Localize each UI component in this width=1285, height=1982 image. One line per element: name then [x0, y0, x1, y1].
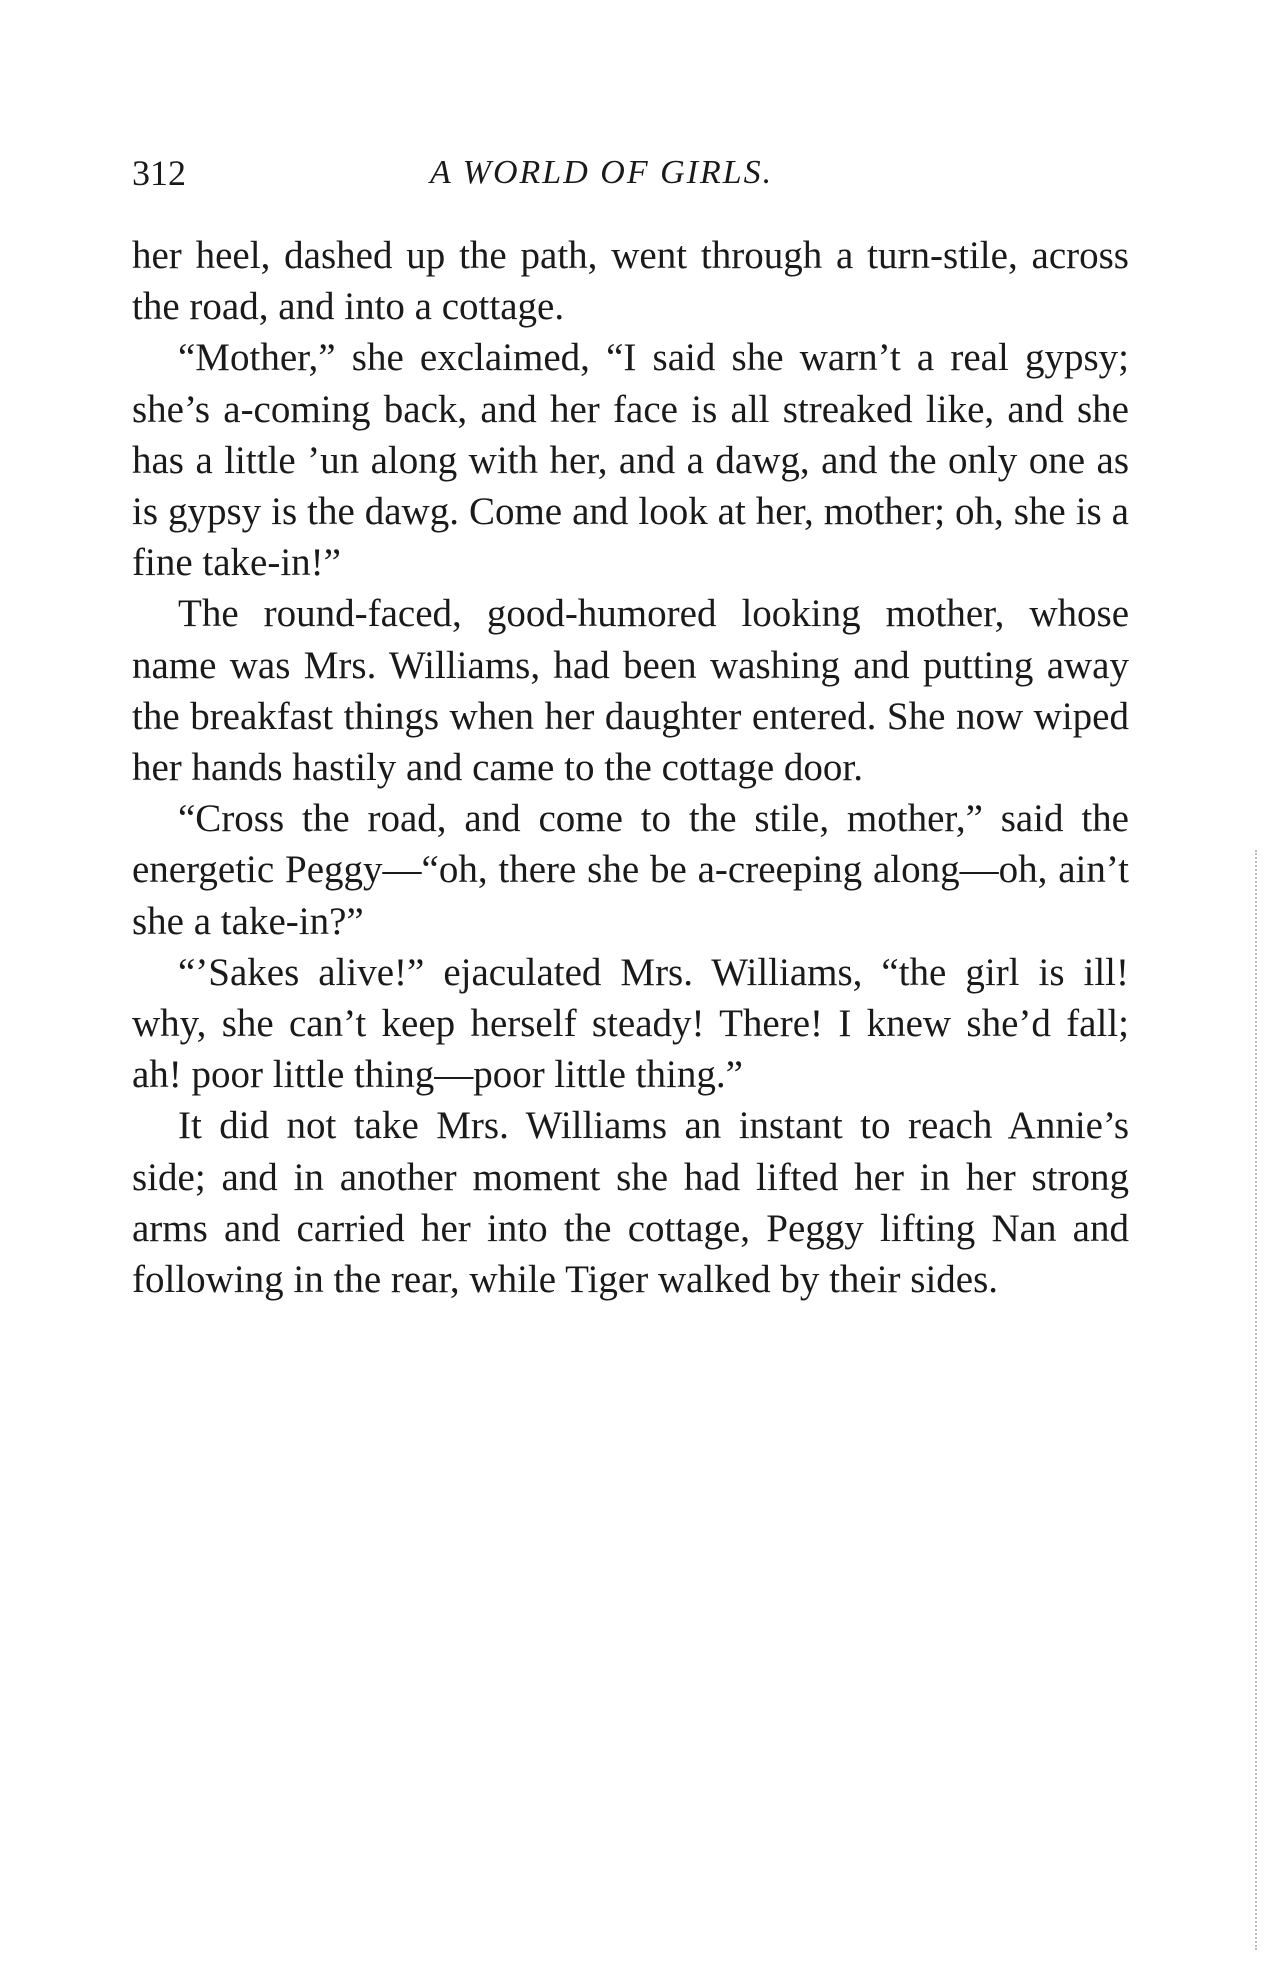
- paragraph-2: “Mother,” she exclaimed, “I said she warn’t a real gypsy; she’s a-coming back, and her face is all streaked like, and she has a little ’un along with her, and a dawg, and the only one as is gypsy is the dawg. Come and look at her, mother; oh, she is a fine take-in!”: [132, 336, 1129, 585]
- scan-edge-marks: [1255, 850, 1269, 1950]
- paragraph-5: “’Sakes alive!” ejaculated Mrs. Williams, “the girl is ill! why, she can’t keep herself steady! There! I knew she’d fall; ah! poor little thing—poor little thing.”: [132, 950, 1129, 1097]
- paragraph-4: “Cross the road, and come to the stile, mother,” said the energetic Peggy—“oh, there she be a-creeping along—oh, ain’t she a take-in?”: [132, 797, 1129, 943]
- body-text: [132, 230, 1129, 1305]
- paragraph-1: her heel, dashed up the path, went through a turn-stile, across the road, and into a cottage.: [132, 234, 1129, 329]
- running-title: A WORLD OF GIRLS.: [430, 154, 774, 191]
- paragraph-6: It did not take Mrs. Williams an instant to reach Annie’s side; and in another moment she had lifted her in her strong arms and carried her into the cottage, Peggy lifting Nan and following in the rear, while Tiger walked by their sides.: [132, 1104, 1129, 1302]
- running-head: [132, 148, 1132, 198]
- page-number: 312: [132, 153, 186, 193]
- paragraph-3: The round-faced, good-humored looking mother, whose name was Mrs. Williams, had been washing and putting away the breakfast things when her daughter entered. She now wiped her hands hastily and came to the cottage door.: [132, 592, 1129, 790]
